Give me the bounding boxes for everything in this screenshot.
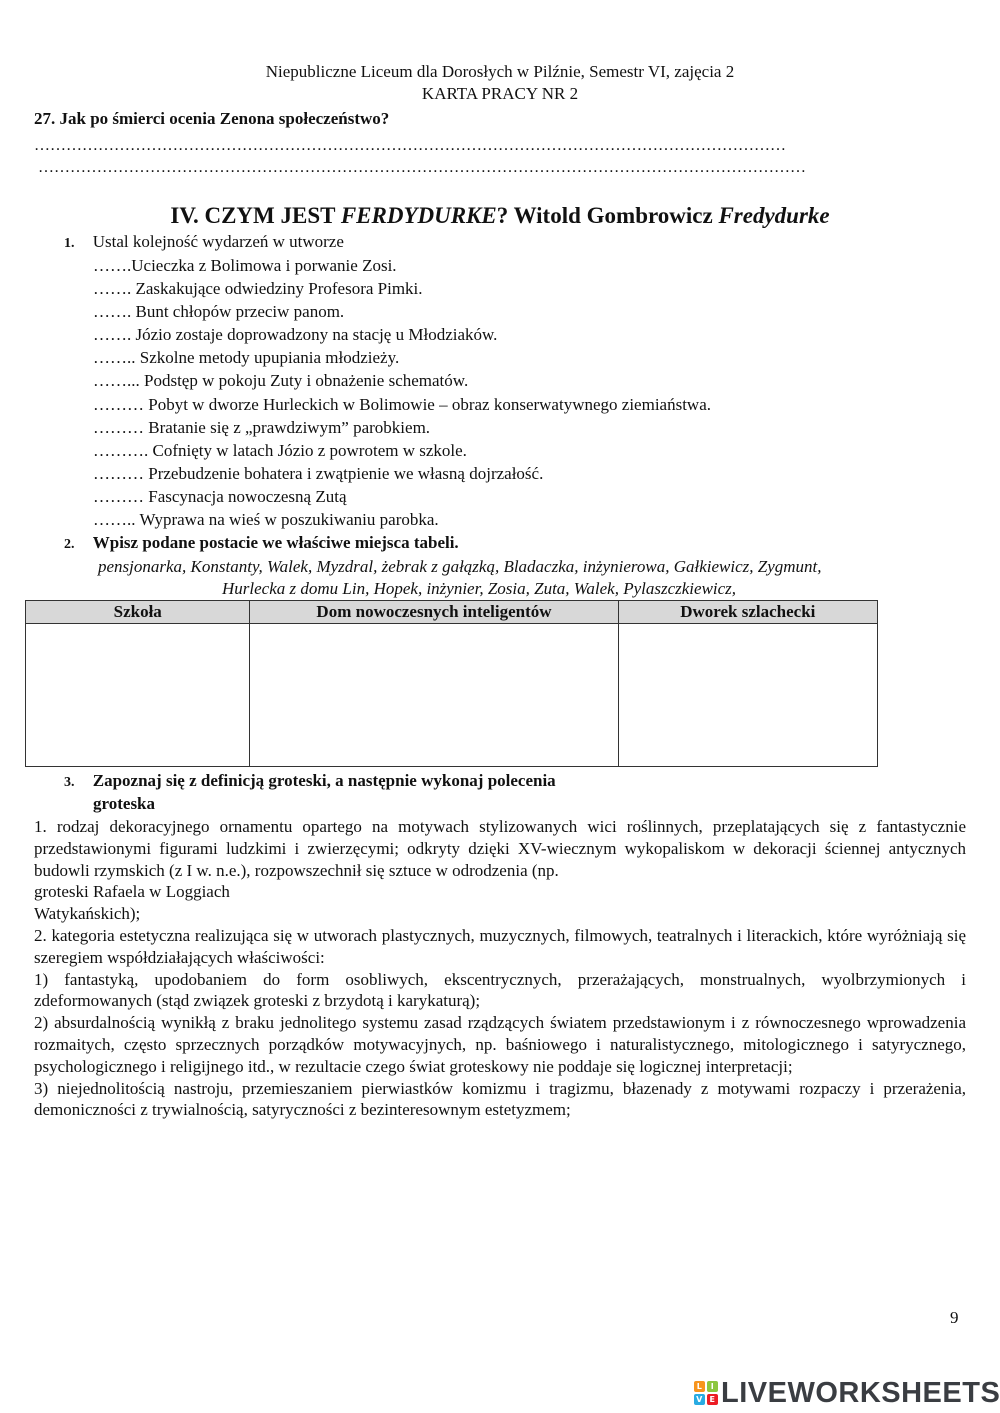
definition-paragraph: 1) fantastyką, upodobaniem do form osobliwych, ekscentrycznych, przerażających, monstrualnych, wyolbrzymionych i zdeformowanych (stąd związek groteski z brzydotą i karykaturą); [34,969,966,1011]
definition-paragraph: 2) absurdalnością wynikłą z braku jednolitego systemu zasad rządzących światem przedstawionym i z równoczesnego wprowadzenia rozmaitych, często sprzecznych porządków motywacyjnych, np. baśniowego i naturalistycznego, mitologicznego i satyrycznego, psychologicznego i religijnego itd., w rezultacie czego świat groteskowy nie poddaje się logicznej interpretacji; [34,1013,966,1076]
section-title [0,202,1000,230]
event-item[interactable]: ……. Zaskakujące odwiedziny Profesora Pimki. [93,279,423,298]
event-item[interactable]: ……… Bratanie się z „prawdziwym” parobkiem. [93,418,431,437]
column-header-modern-home: Dom nowoczesnych inteligentów [250,601,618,624]
event-item[interactable]: ……. Józio zostaje doprowadzony na stację u Młodziaków. [93,325,498,344]
brand-name: LIVEWORKSHEETS [721,1377,1000,1409]
liveworksheets-logo-icon: L I V E [694,1381,718,1405]
definition-paragraph: 2. kategoria estetyczna realizująca się w utworach plastycznych, muzycznych, filmowych, teatralnych i literackich, które wyróżniają się szeregiem współdziałających właściwości: [34,925,966,967]
column-header-manor: Dworek szlachecki [618,601,877,624]
event-item[interactable]: ……... Podstęp w pokoju Zuty i obnażenie schematów. [93,371,469,390]
page-number: 9 [950,1308,959,1327]
definition-paragraph: 1. rodzaj dekoracyjnego ornamentu opartego na motywach stylizowanych wici roślinnych, przeplatających się z fantastycznie przedstawionymi figurami ludzkimi i zwierzęcymi; odkryty dzięki XV-wiecznym wykopaliskom w dekoracji ściennej antycznych budowli rzymskich (z I w. n.e.), rozpowszechnił się sztuce w odrodzenia (np. [34,817,966,880]
cell-manor[interactable] [618,624,877,767]
table-header-row [26,601,878,624]
cell-modern-home[interactable] [250,624,618,767]
task-1-label: Ustal kolejność wydarzeń w utworze [92,232,344,251]
definition-paragraph: groteski Rafaela w Loggiach [34,882,230,902]
header-school-line: Niepubliczne Liceum dla Dorosłych w Pilźnie, Semestr VI, zajęcia 2 [265,62,735,81]
event-item[interactable]: ……… Przebudzenie bohatera i zwątpienie we własną dojrzałość. [93,464,544,483]
section-title-part-2: ? Witold Gombrowicz [496,203,719,228]
section-title-fredydurke: Fredydurke [718,203,830,228]
section-title-part-1: IV. CZYM JEST [170,203,341,228]
column-header-school: Szkoła [26,601,250,624]
task-2-label: Wpisz podane postacie we właściwe miejsca tabeli. [92,533,459,552]
characters-list-line-2: Hurlecka z domu Lin, Hopek, inżynier, Zosia, Zuta, Walek, Pylaszczkiewicz, [222,579,737,598]
event-item[interactable]: …….. Szkolne metody upupiania młodzieży. [93,348,400,367]
task-3-label: Zapoznaj się z definicją groteski, a następnie wykonaj polecenia [92,771,556,790]
task-3-number: 3. [64,775,75,790]
characters-table [25,600,878,767]
cell-school[interactable] [26,624,250,767]
brand-logo[interactable] [694,1378,1000,1408]
characters-list-line-1: pensjonarka, Konstanty, Walek, Myzdral, żebrak z gałązką, Bladaczka, inżynierowa, Gałkiewicz, Zygmunt, [98,557,822,576]
event-item[interactable]: …….Ucieczka z Bolimowa i porwanie Zosi. [93,256,397,275]
header-worksheet-title: KARTA PRACY NR 2 [421,84,579,103]
definition-paragraph: 3) niejednolitością nastroju, przemieszaniem pierwiastków komizmu i tragizmu, błazenady z motywami rozpaczy i przerażenia, demoniczności z trywialnością, satyryczności z bezinteresownym estetyzmem; [34,1078,966,1120]
definition-text [34,816,966,1121]
task-2-heading [64,532,459,556]
definition-paragraph: Watykańskich); [34,904,141,924]
answer-line-1[interactable]: …………………………………………………………………………………………………………………………… [34,137,786,154]
definition-term: groteska [93,794,156,813]
task-2-number: 2. [64,537,75,552]
table-row [26,624,878,767]
task-1-heading [64,231,344,255]
task-1-number: 1. [64,236,75,251]
event-item[interactable]: …….. Wyprawa na wieś w poszukiwaniu parobka. [93,510,439,529]
event-item[interactable]: ……. Bunt chłopów przeciw panom. [93,302,345,321]
event-item[interactable]: ……… Pobyt w dworze Hurleckich w Bolimowie – obraz konserwatywnego ziemiaństwa. [93,395,711,414]
task-3-heading [64,770,556,794]
event-item[interactable]: ……… Fascynacja nowoczesną Zutą [93,487,347,506]
question-27: 27. Jak po śmierci ocenia Zenona społeczeństwo? [34,109,390,128]
section-title-ferdydurke: FERDYDURKE [340,203,497,228]
event-item[interactable]: ………. Cofnięty w latach Józio z powrotem w szkole. [93,441,467,460]
answer-line-2[interactable]: ……………………………………………………………………………………………………………………………… [38,159,806,176]
